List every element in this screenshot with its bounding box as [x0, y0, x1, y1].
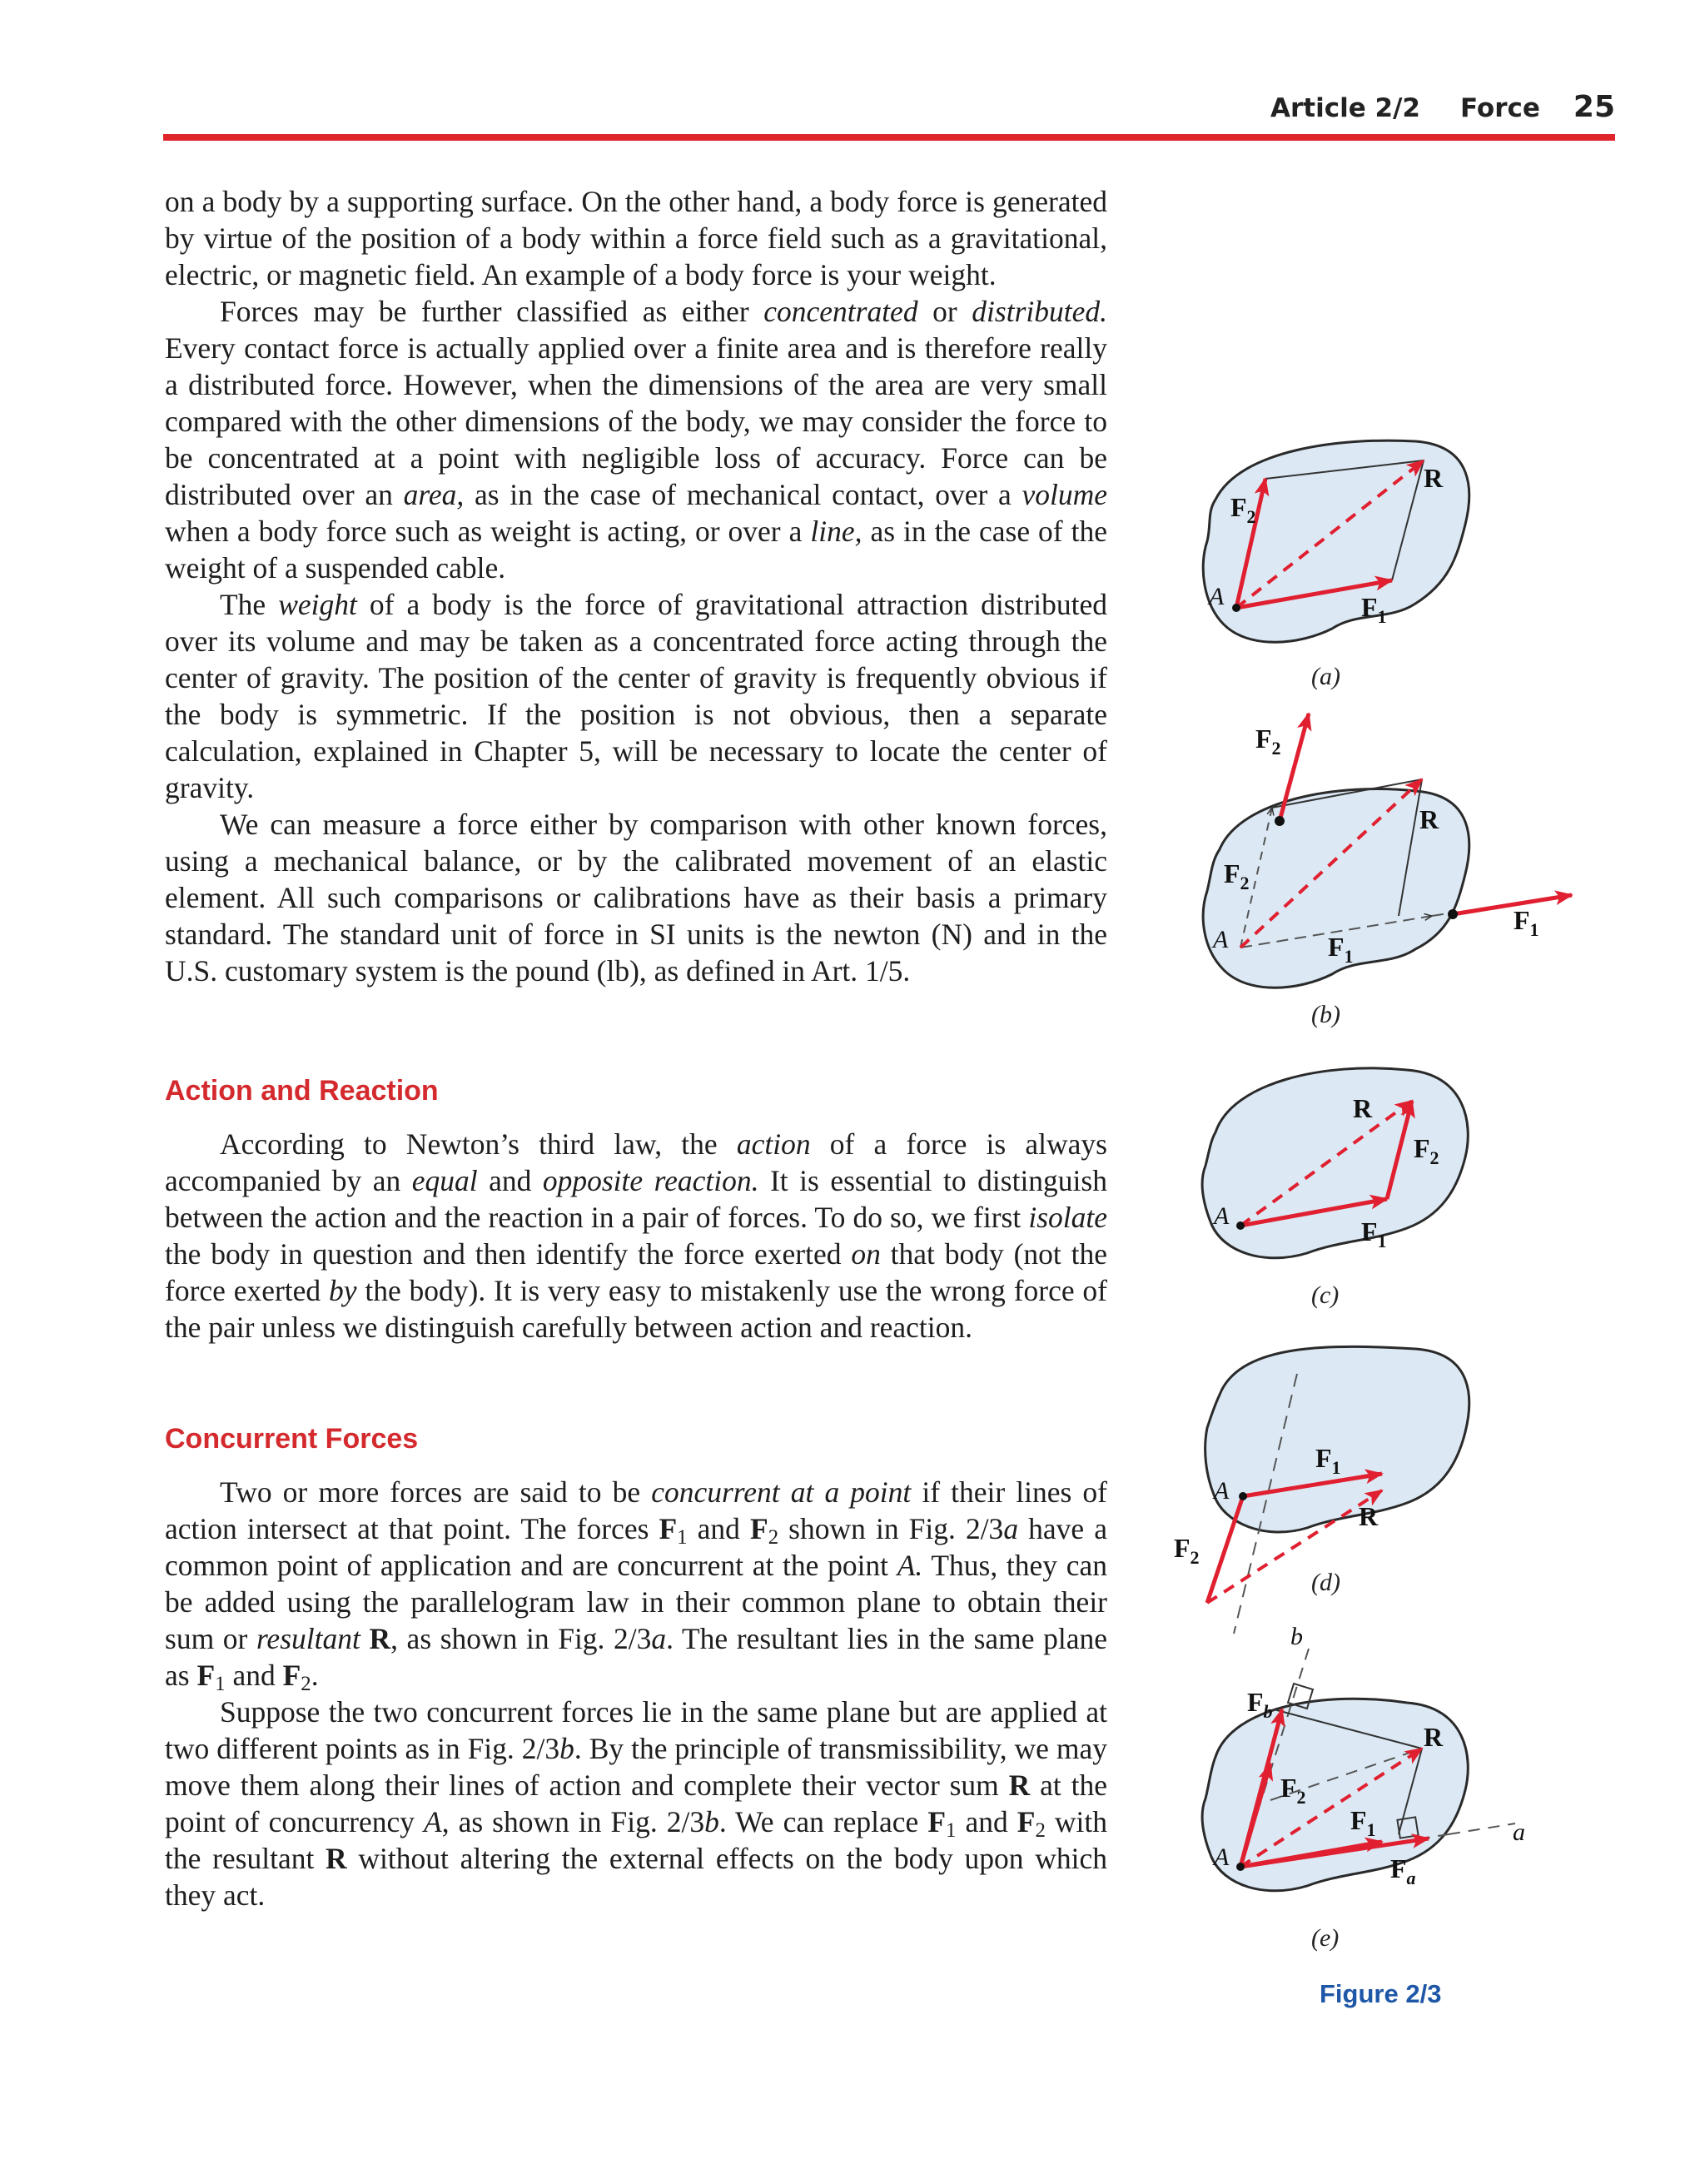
article-label: Article 2/2 [1270, 93, 1420, 123]
subfigure-a [1203, 440, 1469, 690]
figure-2-3 [1174, 416, 1590, 2040]
heading-action-reaction: Action and Reaction [165, 1075, 439, 1107]
paragraph-3: The weight of a body is the force of gravitational attraction distributed over its volume and may be taken as a concentrated force acting through the center of gravity. The position of the center of gravity is frequently obvious if the body is symmetric. If the position is not obvious, then a separate calculation, explained in Chapter 5, will be necessary to locate the center of gravity. [165, 588, 1107, 804]
figure-title: Figure 2/3 [1320, 1979, 1442, 2008]
page-number: 25 [1573, 90, 1615, 124]
point-a-e [1236, 1863, 1245, 1871]
caption-c: (c) [1311, 1281, 1340, 1309]
paragraph-7: Suppose the two concurrent forces lie in the same plane but are applied at two different points as in Fig. 2/3b. By the principle of transmissibility, we may move them along their lines of action and complete their vector sum R at the point of concurrency A, as shown in Fig. 2/3b. We can replace $F_1$ and $F_2$ with the resultant R without altering the external effects on the body upon which they act. [165, 1695, 1107, 1912]
label-f1-c: $F_1$ [1361, 1216, 1387, 1251]
force-f1-b [1453, 895, 1572, 914]
label-f1-d: $F_1$ [1315, 1443, 1341, 1478]
main-text-column [165, 183, 1107, 1913]
paragraph-5: According to Newton’s third law, the action of a force is always accompanied by an equal and opposite reaction. It is essential to distinguish between the action and the reaction in a pair of forces. To do so, we first isolate the body in question and then identify the force exerted on that body (not the force exerted by the body). It is very easy to mistakenly use the wrong force of the pair unless we distinguish carefully between action and reaction. [165, 1127, 1107, 1344]
label-r-d: R [1359, 1501, 1379, 1531]
label-f2-d: $F_2$ [1174, 1533, 1200, 1568]
label-fa-e: $F_a$ [1390, 1853, 1416, 1888]
running-header [0, 90, 1615, 124]
label-f1-right-b: $F_1$ [1514, 905, 1539, 940]
point-a-d [1239, 1492, 1247, 1500]
subfigure-e [1202, 1623, 1525, 1952]
figure-2-3-diagram [1174, 416, 1590, 2040]
caption-b: (b) [1311, 1001, 1340, 1028]
label-f1-b: $F_1$ [1328, 932, 1354, 967]
paragraph-1: on a body by a supporting surface. On the other hand, a body force is generated by virtue of the position of a body within a force field such as a gravitational, electric, or magnetic field. An example of a body force is your weight. [165, 185, 1107, 291]
paragraph-4: We can measure a force either by comparison with other known forces, using a mechanical balance, or by the calibrated movement of an elastic element. All such comparisons or calibrations have as their basis a primary standard. The standard unit of force in SI units is the newton (N) and in the U.S. customary system is the pound (lb), as defined in Art. 1/5. [165, 808, 1107, 988]
label-f2-e: $F_2$ [1280, 1773, 1306, 1808]
label-r-b: R [1419, 804, 1439, 834]
label-r-e: R [1424, 1722, 1444, 1752]
point-a-c [1236, 1221, 1245, 1230]
label-A-a: A [1209, 583, 1225, 610]
section-label: Force [1459, 93, 1540, 123]
label-f1-e: $F_1$ [1350, 1805, 1376, 1840]
subfigure-c [1202, 1068, 1468, 1309]
header-rule [163, 134, 1615, 141]
label-A-d: A [1214, 1477, 1230, 1505]
label-A-c: A [1214, 1202, 1230, 1230]
subfigure-d [1174, 1346, 1469, 1634]
point-f2-b [1275, 816, 1285, 826]
label-f2-a: $F_2$ [1230, 492, 1256, 527]
caption-d: (d) [1311, 1569, 1340, 1596]
label-r-a: R [1424, 463, 1444, 493]
subfigure-b [1203, 714, 1572, 1028]
label-A-e: A [1214, 1843, 1230, 1871]
label-r-c: R [1353, 1093, 1373, 1123]
paragraph-6: Two or more forces are said to be concurrent at a point if their lines of action intersect at that point. The forces $F_1$ and $F_2$ shown in Fig. 2/3a have a common point of application and are concurrent at the point A. Thus, they can be added using the parallelogram law in their common plane to obtain their sum or resultant R, as shown in Fig. 2/3a. The resultant lies in the same plane as $F_1$ and $F_2$. [165, 1475, 1108, 1696]
label-b-e: b [1290, 1623, 1303, 1650]
label-fb-e: $F_b$ [1247, 1687, 1273, 1722]
label-f2-c: $F_2$ [1414, 1133, 1439, 1168]
point-f1-b [1448, 909, 1458, 919]
label-f1-a: $F_1$ [1361, 592, 1387, 627]
caption-a: (a) [1311, 663, 1340, 690]
label-f2-top-b: $F_2$ [1255, 724, 1281, 759]
point-a-a [1232, 604, 1240, 612]
body-blob-d [1205, 1346, 1469, 1532]
heading-concurrent-forces: Concurrent Forces [165, 1423, 419, 1455]
label-f2-b: $F_2$ [1224, 858, 1250, 893]
paragraph-2: Forces may be further classified as either concentrated or distributed. Every contact force is actually applied over a finite area and is therefore really a distributed force. However, when the dimensions of the area are very small compared with the other dimensions of the body, we may consider the force to be concentrated at a point with negligible loss of accuracy. Force can be distributed over an area, as in the case of mechanical contact, over a volume when a body force such as weight is acting, or over a line, as in the case of the weight of a suspended cable. [165, 295, 1107, 585]
label-a-e: a [1513, 1818, 1525, 1846]
caption-e: (e) [1311, 1924, 1340, 1952]
label-A-b: A [1213, 926, 1229, 953]
